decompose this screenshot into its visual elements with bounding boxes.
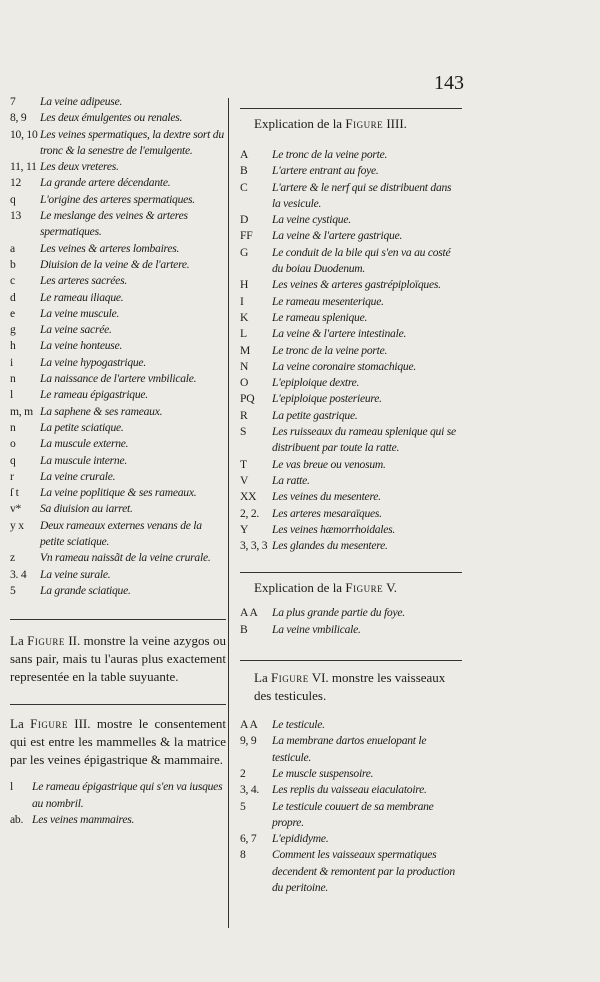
heading-text: III. mostre le consentement qui est entre les mammelles & la matrice par les veines épigastrique & mammaire.	[10, 716, 226, 768]
legend-key: ſ t	[10, 486, 19, 500]
legend-entry	[10, 812, 226, 828]
legend-key: L	[240, 327, 247, 341]
legend-text: La ratte.	[272, 473, 310, 487]
legend-key: 8	[240, 848, 246, 862]
legend-text: Les glandes du mesentere.	[272, 539, 388, 553]
legend-entry	[10, 208, 226, 241]
heading-text: IIII.	[383, 116, 407, 131]
legend-entry	[240, 538, 462, 554]
legend-text: L'origine des arteres spermatiques.	[40, 192, 195, 206]
legend-key: l	[10, 780, 13, 794]
legend-entry	[240, 622, 462, 638]
figure-word: Figure	[27, 633, 65, 649]
figure-word: Figure	[345, 580, 384, 596]
legend-entry	[240, 147, 462, 163]
legend-text: Les ruisseaux du rameau splenique qui se distribuent par toute la ratte.	[272, 425, 456, 455]
legend-text: La veine hypogastrique.	[40, 355, 146, 369]
legend-text: Le tronc de la veine porte.	[272, 148, 388, 161]
figure-5-heading	[240, 579, 462, 597]
legend-key: A	[240, 148, 249, 161]
legend-entry	[240, 522, 462, 538]
legend-key: n	[10, 420, 16, 434]
legend-entry	[10, 518, 226, 551]
legend-text: Les veines du mesentere.	[272, 490, 381, 504]
legend-key: FF	[240, 229, 253, 243]
page-number: 143	[434, 72, 464, 94]
legend-key: v*	[10, 502, 22, 516]
legend-entry	[10, 779, 226, 812]
legend-text: La veine poplitique & ses rameaux.	[40, 486, 197, 500]
heading-text: La	[10, 716, 31, 732]
legend-text: La naissance de l'artere vmbilicale.	[40, 372, 197, 386]
legend-text: Le testicule.	[272, 718, 325, 732]
legend-text: La veine crurale.	[40, 469, 116, 483]
legend-text: La plus grande partie du foye.	[272, 606, 405, 620]
legend-text: La membrane dartos enuelopant le testicule.	[272, 734, 427, 764]
legend-text: La veine honteuse.	[40, 339, 123, 353]
legend-key: K	[240, 310, 249, 324]
legend-key: r	[10, 469, 14, 483]
legend-entry	[10, 469, 226, 485]
legend-key: o	[10, 437, 16, 451]
legend-entry	[240, 277, 462, 293]
legend-entry	[240, 733, 462, 766]
legend-key: 7	[10, 95, 16, 108]
legend-key: e	[10, 306, 15, 320]
legend-text: Le testicule couuert de sa membrane propre.	[272, 799, 434, 829]
legend-key: R	[240, 408, 248, 422]
section-rule	[10, 619, 226, 620]
legend-key: G	[240, 245, 249, 259]
legend-key: M	[240, 343, 251, 357]
legend-key: ab.	[10, 812, 24, 826]
legend-entry	[10, 550, 226, 566]
legend-key: 2, 2.	[240, 506, 260, 520]
legend-key: 10, 10	[10, 127, 38, 141]
legend-text: La muscule interne.	[40, 453, 128, 467]
legend-key: O	[240, 376, 249, 390]
legend-key: S	[240, 425, 247, 439]
legend-text: Comment les vaisseaux spermatiques decendent & remontent par la production du peritoine.	[272, 848, 455, 894]
legend-entry	[240, 310, 462, 326]
legend-text: Les replis du vaisseau eiaculatoire.	[272, 783, 427, 797]
legend-entry	[10, 583, 226, 599]
legend-text: Le conduit de la bile qui s'en va au costé du boiau Duodenum.	[272, 245, 451, 276]
legend-key: z	[10, 551, 15, 565]
legend-key: 5	[10, 583, 16, 597]
legend-entry	[240, 294, 462, 310]
legend-key: I	[240, 294, 244, 308]
legend-entry	[240, 766, 462, 782]
legend-text: Le tronc de la veine porte.	[272, 343, 388, 357]
section-rule	[240, 660, 462, 661]
legend-key: 2	[240, 766, 246, 780]
legend-key: 3. 4	[10, 567, 27, 581]
legend-entry	[240, 245, 462, 278]
legend-text: L'artere entrant au foye.	[272, 164, 379, 178]
legend-key: i	[10, 355, 13, 369]
legend-entry	[240, 163, 462, 179]
legend-text: La muscule externe.	[40, 437, 129, 451]
figure-3-caption	[10, 715, 226, 769]
legend-text: Le rameau iliaque.	[40, 290, 124, 304]
legend-text: La veine & l'artere intestinale.	[272, 327, 407, 341]
legend-text: La petite sciatique.	[40, 420, 124, 434]
legend-text: Les arteres sacrées.	[40, 274, 127, 288]
legend-text: Le rameau splenique.	[272, 310, 368, 324]
legend-text: L'epiploique dextre.	[272, 376, 360, 390]
legend-text: Le rameau mesenterique.	[272, 294, 384, 308]
legend-text: L'epididyme.	[272, 832, 329, 846]
legend-key: l	[10, 388, 13, 402]
legend-entry	[240, 359, 462, 375]
section-rule	[240, 108, 462, 109]
figure-legend-list	[10, 94, 226, 599]
legend-text: Les veines & arteres lombaires.	[40, 241, 180, 255]
legend-entry	[240, 717, 462, 733]
legend-entry	[10, 290, 226, 306]
legend-entry	[10, 192, 226, 208]
heading-text: La	[254, 670, 271, 686]
legend-text: La petite gastrique.	[272, 408, 358, 422]
legend-key: y x	[10, 518, 24, 532]
legend-key: 13	[10, 209, 22, 223]
legend-entry	[240, 424, 462, 457]
figure-word: Figure	[345, 116, 384, 131]
right-column	[240, 108, 462, 896]
legend-key: H	[240, 278, 249, 292]
legend-entry	[240, 228, 462, 244]
heading-text: La	[10, 633, 28, 649]
heading-text: II. monstre la veine azygos ou sans pair, mais tu l'auras plus exactement representée en la table suyuante.	[10, 633, 226, 685]
legend-key: 9, 9	[240, 734, 257, 748]
legend-key: B	[240, 164, 248, 178]
legend-entry	[10, 355, 226, 371]
legend-text: Le meslange des veines & arteres spermatiques.	[40, 209, 188, 239]
legend-text: La grande artere décendante.	[40, 176, 171, 190]
legend-entry	[10, 127, 226, 160]
legend-text: La veine muscule.	[40, 306, 120, 320]
legend-key: A A	[240, 718, 258, 732]
legend-key: PQ	[240, 392, 255, 406]
legend-key: V	[240, 473, 249, 487]
heading-text: Explication de la	[254, 116, 346, 131]
legend-entry	[240, 473, 462, 489]
legend-text: Deux rameaux externes venans de la petite sciatique.	[40, 518, 202, 549]
legend-entry	[240, 326, 462, 342]
legend-entry	[10, 420, 226, 436]
legend-key: T	[240, 457, 247, 471]
legend-entry	[10, 322, 226, 338]
legend-entry	[10, 453, 226, 469]
legend-text: La veine coronaire stomachique.	[272, 359, 417, 373]
legend-key: 11, 11	[10, 160, 37, 174]
legend-entry	[10, 567, 226, 583]
legend-entry	[240, 506, 462, 522]
figure-4-heading	[240, 115, 462, 133]
figure-word: Figure	[30, 716, 68, 732]
legend-key: 12	[10, 176, 22, 190]
legend-key: D	[240, 213, 249, 227]
legend-text: La saphene & ses rameaux.	[40, 404, 163, 418]
heading-text: VI. monstre les vaisseaux des testicules.	[254, 670, 446, 704]
legend-key: 3, 4.	[240, 783, 260, 797]
heading-text: V.	[383, 580, 398, 596]
legend-key: n	[10, 372, 16, 386]
legend-key: C	[240, 180, 248, 194]
legend-entry	[10, 257, 226, 273]
legend-entry	[240, 831, 462, 847]
legend-entry	[240, 343, 462, 359]
legend-key: q	[10, 453, 16, 467]
legend-entry	[240, 847, 462, 896]
legend-text: La veine vmbilicale.	[272, 622, 361, 636]
legend-entry	[10, 338, 226, 354]
legend-entry	[10, 306, 226, 322]
legend-entry	[240, 375, 462, 391]
legend-text: Les veines mammaires.	[32, 812, 135, 826]
legend-entry	[10, 501, 226, 517]
legend-text: Les veines spermatiques, la dextre sort du tronc & la senestre de l'emulgente.	[40, 127, 224, 157]
legend-key: g	[10, 323, 16, 337]
legend-text: Le rameau épigastrique qui s'en va iusques au nombril.	[32, 780, 223, 810]
legend-text: Les deux vreteres.	[40, 160, 119, 174]
legend-entry	[10, 110, 226, 126]
legend-entry	[240, 180, 462, 213]
legend-text: Les deux émulgentes ou renales.	[40, 111, 183, 125]
legend-entry	[240, 605, 462, 621]
legend-text: Les veines hæmorrhoidales.	[272, 522, 396, 536]
legend-entry	[10, 371, 226, 387]
legend-entry	[10, 94, 226, 110]
legend-entry	[10, 404, 226, 420]
legend-entry	[10, 485, 226, 501]
legend-key: N	[240, 359, 249, 373]
legend-text: L'epiploique posterieure.	[272, 392, 382, 406]
legend-text: Vn rameau naissãt de la veine crurale.	[40, 551, 211, 565]
legend-text: La veine surale.	[40, 567, 111, 581]
legend-entry	[240, 799, 462, 832]
legend-entry	[240, 391, 462, 407]
legend-text: La veine adipeuse.	[40, 95, 123, 108]
legend-text: Sa diuision au iarret.	[40, 502, 133, 516]
legend-entry	[240, 212, 462, 228]
legend-entry	[240, 408, 462, 424]
legend-entry	[10, 387, 226, 403]
legend-key: B	[240, 622, 248, 636]
legend-key: 8, 9	[10, 111, 27, 125]
legend-entry	[10, 241, 226, 257]
legend-key: 5	[240, 799, 246, 813]
legend-entry	[240, 457, 462, 473]
legend-text: Le rameau épigastrique.	[40, 388, 148, 402]
legend-text: Les veines & arteres gastrépiploïques.	[272, 278, 441, 292]
legend-entry	[240, 782, 462, 798]
legend-text: Le muscle suspensoire.	[272, 766, 374, 780]
legend-entry	[240, 489, 462, 505]
legend-key: d	[10, 290, 16, 304]
legend-key: m, m	[10, 404, 33, 418]
legend-text: Diuision de la veine & de l'artere.	[40, 257, 190, 271]
section-rule	[240, 572, 462, 573]
legend-text: Le vas breue ou venosum.	[272, 457, 386, 471]
legend-key: q	[10, 192, 16, 206]
legend-text: La veine cystique.	[272, 213, 351, 227]
column-rule	[228, 98, 229, 928]
legend-text: Les arteres mesaraïques.	[272, 506, 382, 520]
legend-key: h	[10, 339, 16, 353]
legend-entry	[10, 436, 226, 452]
figure-word: Figure	[270, 670, 309, 686]
legend-key: XX	[240, 490, 257, 504]
legend-text: La grande sciatique.	[40, 583, 131, 597]
legend-key: 3, 3, 3	[240, 539, 268, 553]
legend-text: La veine & l'artere gastrique.	[272, 229, 403, 243]
legend-entry	[10, 273, 226, 289]
legend-entry	[10, 159, 226, 175]
legend-key: Y	[240, 522, 249, 536]
section-rule	[10, 704, 226, 705]
left-column	[10, 94, 226, 828]
legend-key: 6, 7	[240, 832, 257, 846]
legend-text: La veine sacrée.	[40, 323, 112, 337]
legend-key: a	[10, 241, 15, 255]
legend-text: L'artere & le nerf qui se distribuent dans la vesicule.	[272, 180, 452, 210]
legend-key: c	[10, 274, 15, 288]
legend-entry	[10, 175, 226, 191]
figure-6-heading	[240, 669, 462, 705]
legend-key: A A	[240, 606, 258, 620]
heading-text: Explication de la	[254, 580, 346, 596]
legend-key: b	[10, 257, 16, 271]
figure-2-caption	[10, 632, 226, 686]
